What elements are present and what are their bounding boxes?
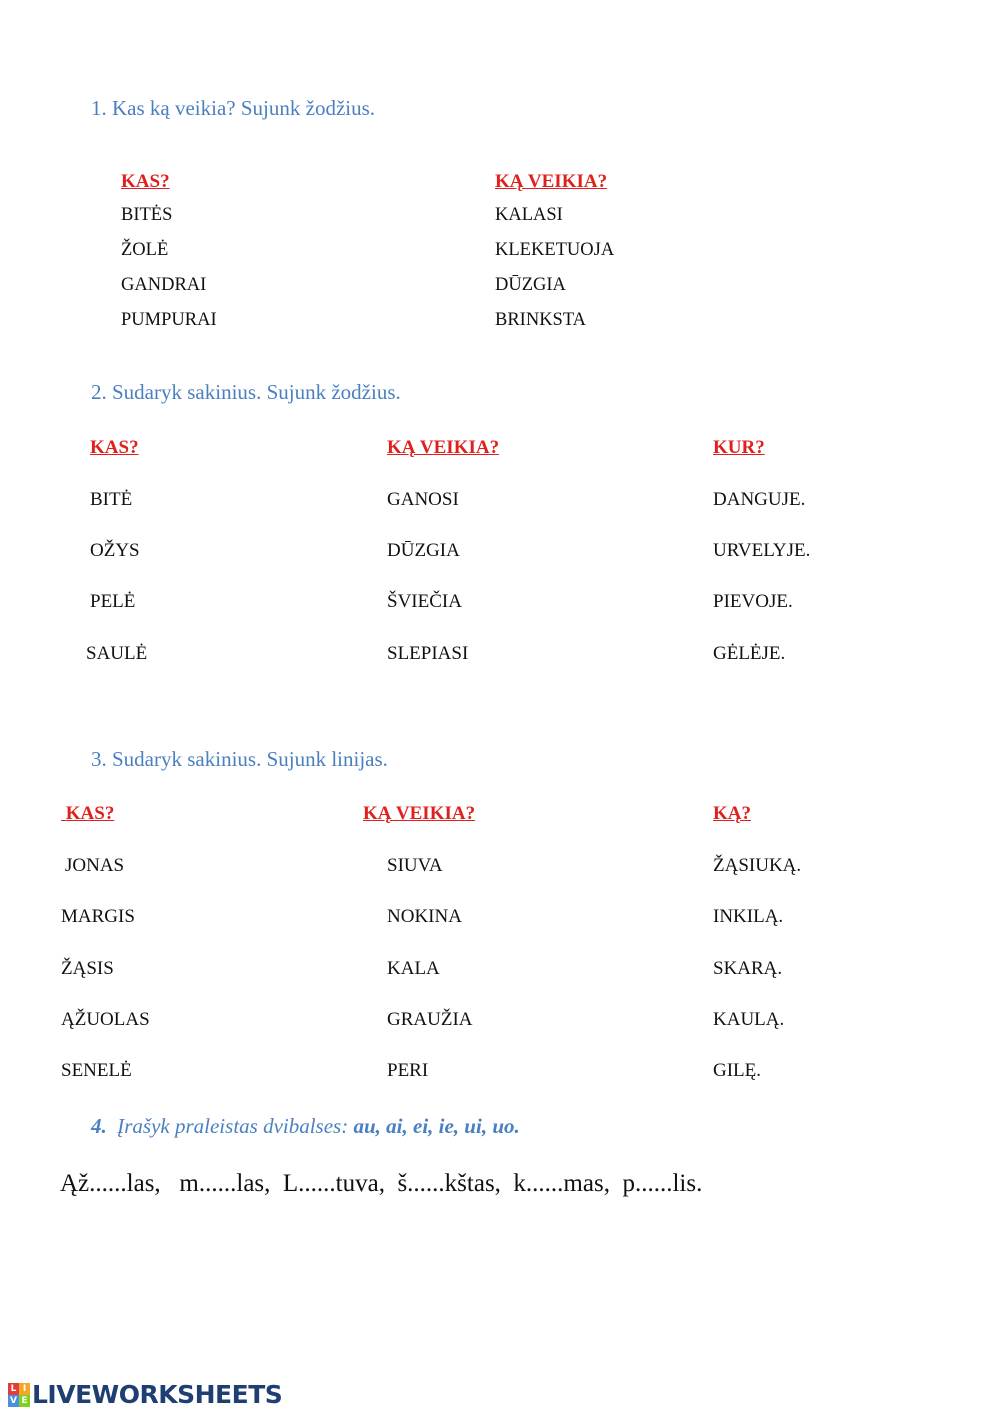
task1-ka-veikia-item[interactable]: KALASI xyxy=(495,205,563,225)
logo-mark-icon: L I V E xyxy=(8,1383,30,1407)
task3-ka-veikia-item[interactable]: KALA xyxy=(387,958,440,979)
task2-kas-item[interactable]: PELĖ xyxy=(90,591,136,612)
task1-header-ka-veikia: KĄ VEIKIA? xyxy=(495,171,608,192)
task2-header-kas: KAS? xyxy=(90,437,139,458)
task4-instruction: Įrašyk praleistas dvibalses: xyxy=(117,1114,354,1138)
task3-ka-item[interactable]: KAULĄ. xyxy=(713,1009,785,1030)
task3-header-ka-veikia: KĄ VEIKIA? xyxy=(363,803,476,824)
task2-kur-item[interactable]: PIEVOJE. xyxy=(713,591,793,612)
task2-kas-item[interactable]: SAULĖ xyxy=(86,643,148,664)
task1-kas-item[interactable]: GANDRAI xyxy=(121,275,207,295)
task3-header-ka: KĄ? xyxy=(713,803,751,824)
task2-kas-item[interactable]: BITĖ xyxy=(90,489,133,510)
task4-fill-line[interactable]: Ąž......las, m......las, L......tuva, š......kštas, k......mas, p......lis. xyxy=(60,1170,703,1197)
task1-ka-veikia-item[interactable]: KLEKETUOJA xyxy=(495,240,615,260)
task2-ka-veikia-item[interactable]: DŪZGIA xyxy=(387,540,460,561)
task1-kas-item[interactable]: PUMPURAI xyxy=(121,310,217,330)
task4-title xyxy=(91,1114,520,1139)
task3-ka-veikia-item[interactable]: GRAUŽIA xyxy=(387,1009,473,1030)
task2-title: 2. Sudaryk sakinius. Sujunk žodžius. xyxy=(91,380,401,404)
task2-kur-item[interactable]: GĖLĖJE. xyxy=(713,643,786,664)
task3-ka-veikia-item[interactable]: PERI xyxy=(387,1060,429,1081)
task1-kas-item[interactable]: ŽOLĖ xyxy=(121,240,169,260)
task3-ka-veikia-item[interactable]: NOKINA xyxy=(387,906,462,927)
task3-header-kas: KAS? xyxy=(65,803,115,824)
task3-kas-item[interactable]: ŽĄSIS xyxy=(61,958,114,979)
task3-ka-item[interactable]: INKILĄ. xyxy=(713,906,784,927)
task3-kas-item[interactable]: JONAS xyxy=(65,855,125,876)
task2-header-ka-veikia: KĄ VEIKIA? xyxy=(387,437,500,458)
task3-ka-item[interactable]: ŽĄSIUKĄ. xyxy=(713,855,802,876)
task3-ka-item[interactable]: SKARĄ. xyxy=(713,958,783,979)
task2-ka-veikia-item[interactable]: SLEPIASI xyxy=(387,643,469,664)
task2-kur-item[interactable]: DANGUJE. xyxy=(713,489,806,510)
task3-kas-item[interactable]: ĄŽUOLAS xyxy=(61,1009,150,1030)
task1-ka-veikia-item[interactable]: DŪZGIA xyxy=(495,275,566,295)
task4-number: 4. xyxy=(91,1114,107,1138)
task2-kas-item[interactable]: OŽYS xyxy=(90,540,140,561)
task1-kas-item[interactable]: BITĖS xyxy=(121,205,173,225)
task2-ka-veikia-item[interactable]: ŠVIEČIA xyxy=(387,591,462,612)
task4-options: au, ai, ei, ie, ui, uo. xyxy=(353,1114,520,1138)
task3-ka-veikia-item[interactable]: SIUVA xyxy=(387,855,443,876)
task3-ka-item[interactable]: GILĘ. xyxy=(713,1060,762,1081)
task1-title: 1. Kas ką veikia? Sujunk žodžius. xyxy=(91,96,376,120)
task2-kur-item[interactable]: URVELYJE. xyxy=(713,540,811,561)
task2-ka-veikia-item[interactable]: GANOSI xyxy=(387,489,459,510)
task2-header-kur: KUR? xyxy=(713,437,765,458)
logo-text: LIVEWORKSHEETS xyxy=(32,1380,283,1409)
task3-kas-item[interactable]: SENELĖ xyxy=(61,1060,132,1081)
task3-title: 3. Sudaryk sakinius. Sujunk linijas. xyxy=(91,747,388,771)
task3-kas-item[interactable]: MARGIS xyxy=(61,906,135,927)
liveworksheets-logo[interactable] xyxy=(8,1380,282,1409)
task1-ka-veikia-item[interactable]: BRINKSTA xyxy=(495,310,587,330)
task1-header-kas: KAS? xyxy=(121,171,170,192)
